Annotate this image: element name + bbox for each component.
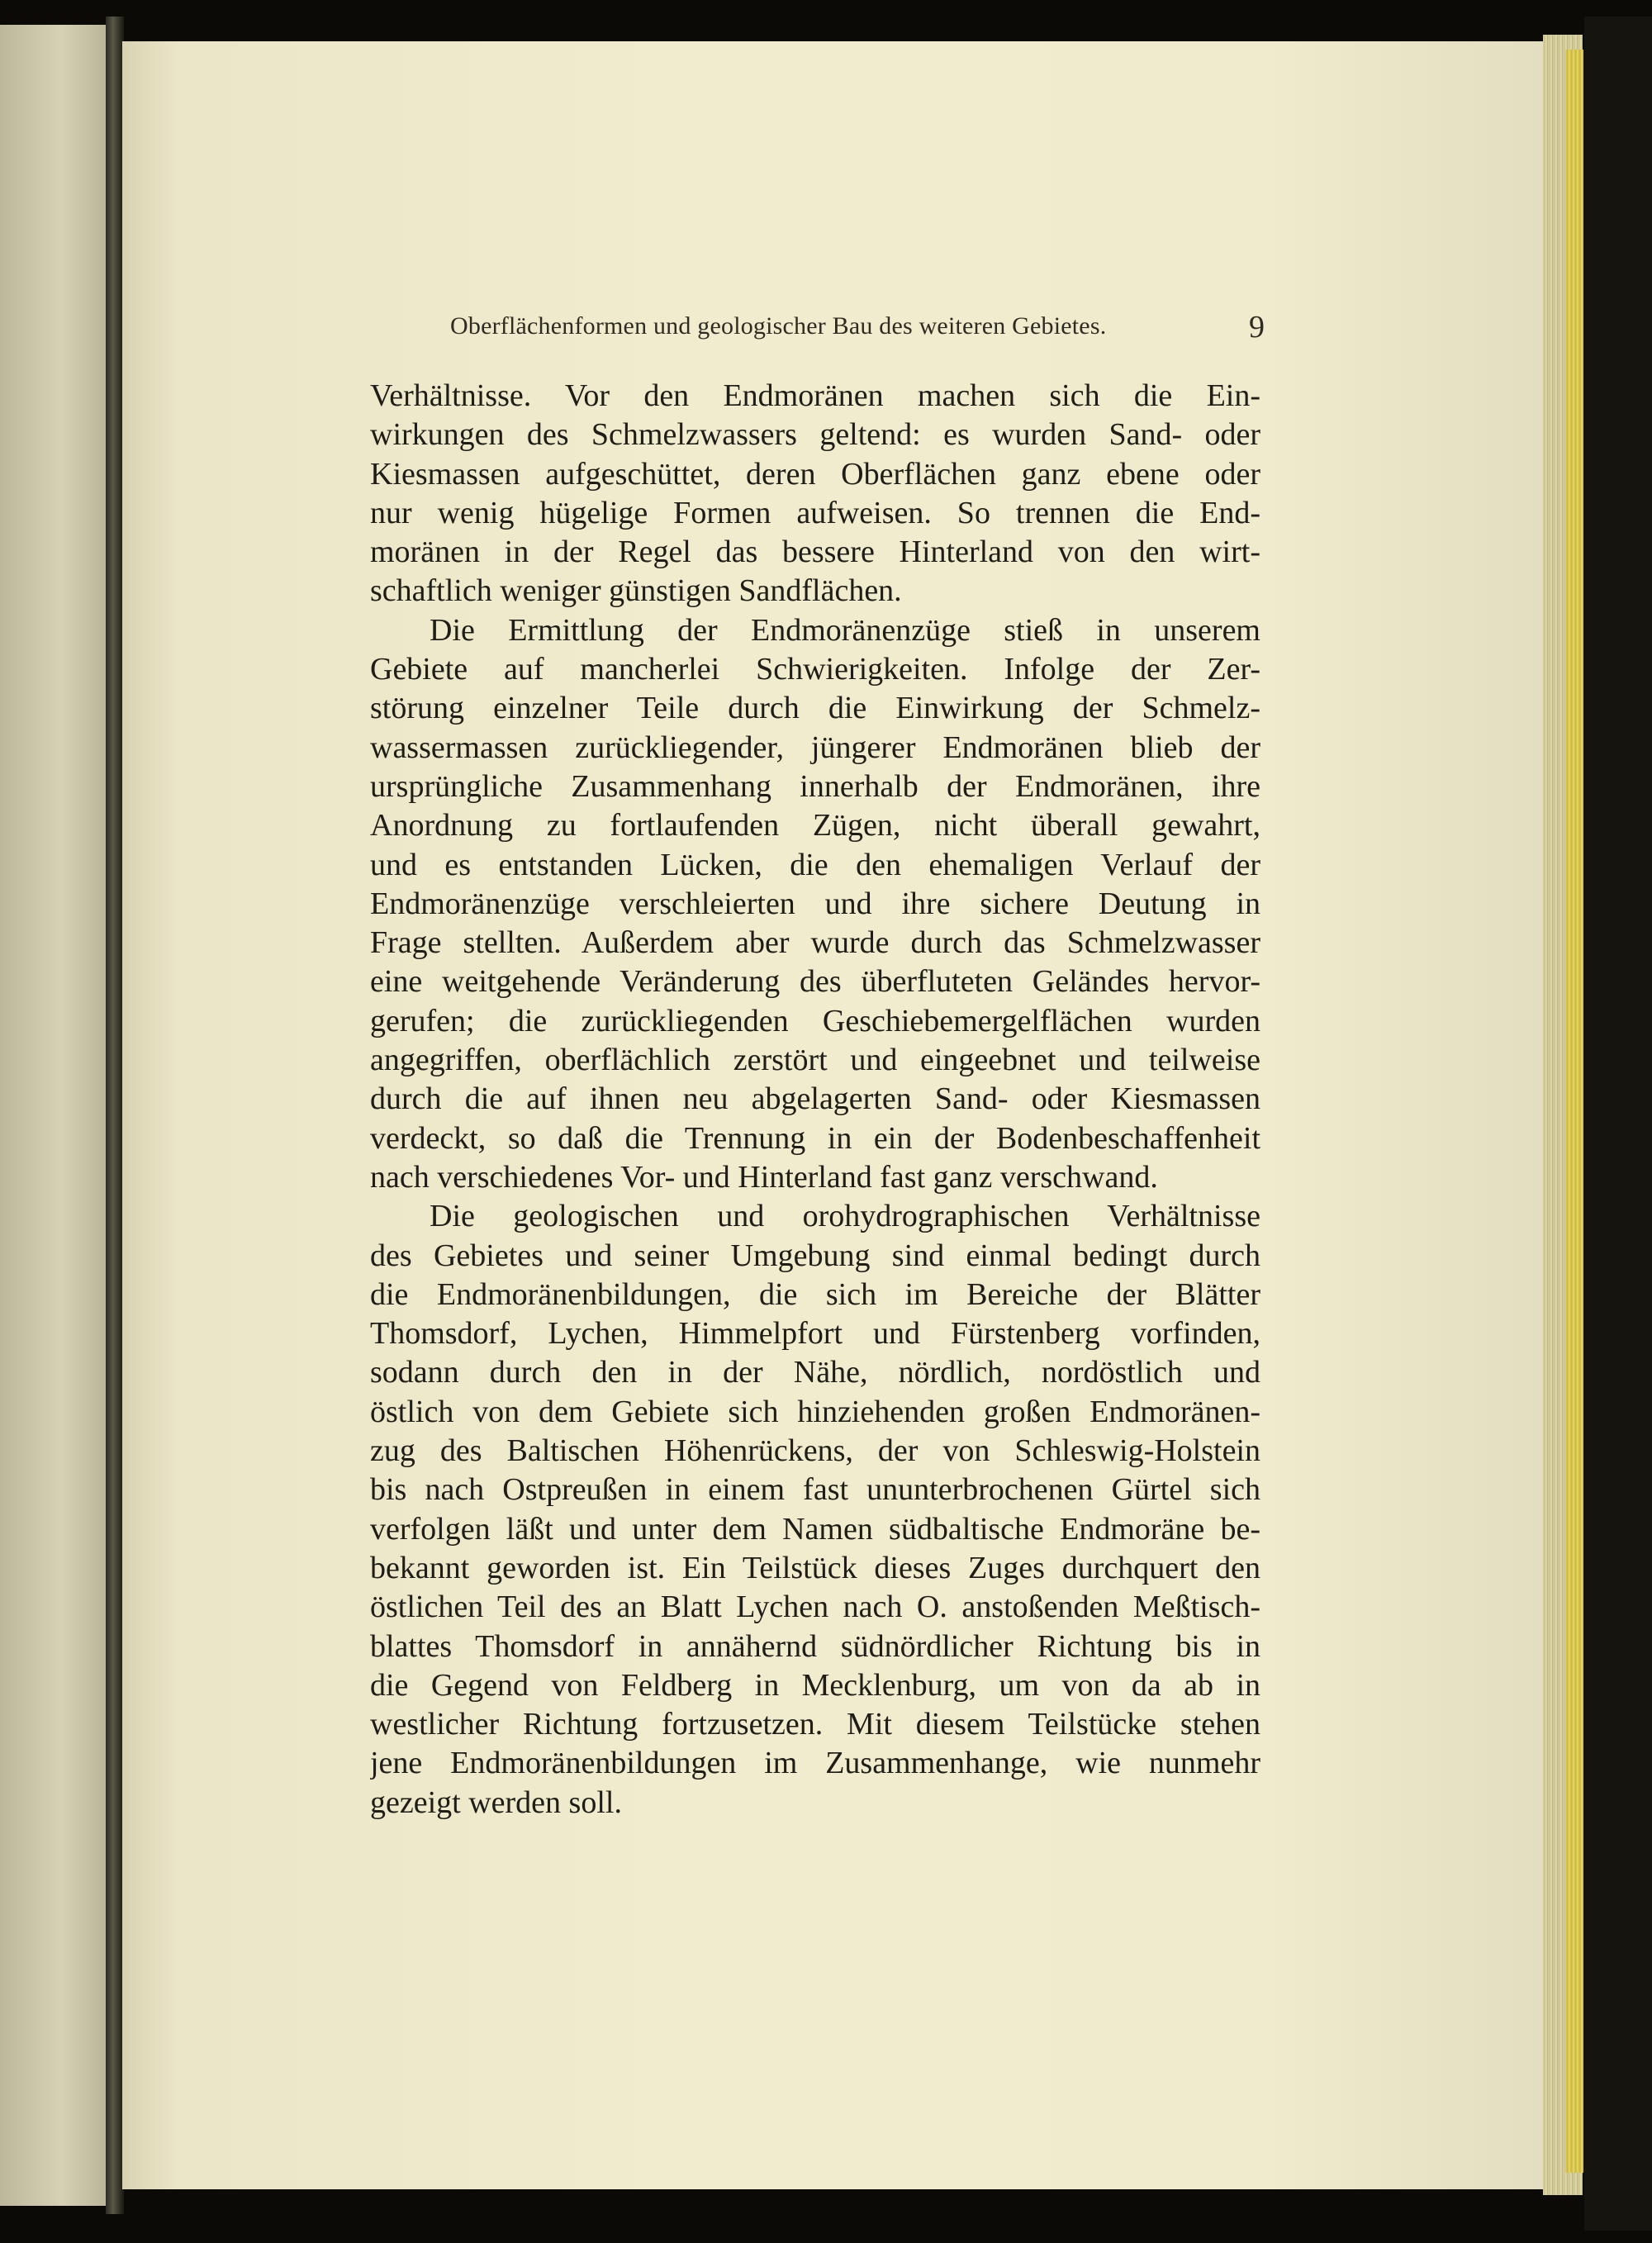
text-line: verfolgen läßt und unter dem Namen südbaltische Endmoräne be- xyxy=(370,1511,1260,1547)
text-line: durch die auf ihnen neu abgelagerten Sand- oder Kiesmassen xyxy=(370,1081,1260,1117)
text-line: schaftlich weniger günstigen Sandflächen. xyxy=(370,573,902,609)
text-line: sodann durch den in der Nähe, nördlich, nordöstlich und xyxy=(370,1355,1260,1390)
text-line: zug des Baltischen Höhenrückens, der von Schleswig-Holstein xyxy=(370,1433,1260,1469)
text-line: nur wenig hügelige Formen aufweisen. So trennen die End- xyxy=(370,495,1260,530)
text-line: Anordnung zu fortlaufenden Zügen, nicht überall gewahrt, xyxy=(370,808,1260,844)
left-facing-page xyxy=(0,25,112,2206)
text-line: des Gebietes und seiner Umgebung sind einmal bedingt durch xyxy=(370,1238,1260,1273)
text-line: nach verschiedenes Vor- und Hinterland fast ganz verschwand. xyxy=(370,1159,1158,1195)
text-line: ursprüngliche Zusammenhang innerhalb der Endmoränen, ihre xyxy=(370,768,1260,804)
text-line: verdeckt, so daß die Trennung in ein der Bodenbeschaffenheit xyxy=(370,1120,1260,1156)
text-line: moränen in der Regel das bessere Hinterland von den wirt- xyxy=(370,535,1260,570)
text-line: Verhältnisse. Vor den Endmoränen machen sich die Ein- xyxy=(370,378,1260,413)
book-gutter xyxy=(106,17,124,2214)
text-line: jene Endmoränenbildungen im Zusammenhange, wie nunmehr xyxy=(370,1746,1260,1781)
page-number: 9 xyxy=(1249,310,1265,345)
text-line: westlicher Richtung fortzusetzen. Mit diesem Teilstücke stehen xyxy=(370,1707,1260,1742)
text-line: Kiesmassen aufgeschüttet, deren Oberflächen ganz ebene oder xyxy=(370,456,1260,492)
text-line: Frage stellten. Außerdem aber wurde durch das Schmelzwasser xyxy=(370,925,1260,961)
text-line: gezeigt werden soll. xyxy=(370,1784,622,1820)
text-line: östlich von dem Gebiete sich hinziehenden großen Endmoränen- xyxy=(370,1394,1260,1429)
text-line: Die geologischen und orohydrographischen Verhältnisse xyxy=(430,1199,1260,1234)
text-line: Gebiete auf mancherlei Schwierigkeiten. Infolge der Zer- xyxy=(370,652,1260,687)
book-cover xyxy=(1584,17,1652,2231)
text-line: gerufen; die zurückliegenden Geschiebemergelflächen wurden xyxy=(370,1003,1260,1038)
text-line: wassermassen zurückliegender, jüngerer Endmoränen blieb der xyxy=(370,729,1260,765)
text-line: Die Ermittlung der Endmoränenzüge stieß in unserem xyxy=(430,612,1260,648)
text-line: Thomsdorf, Lychen, Himmelpfort und Fürstenberg vorfinden, xyxy=(370,1316,1260,1352)
text-line: blattes Thomsdorf in annähernd südnördlicher Richtung bis in xyxy=(370,1628,1260,1664)
text-line: die Gegend von Feldberg in Mecklenburg, um von da ab in xyxy=(370,1667,1260,1703)
text-line: bis nach Ostpreußen in einem fast ununterbrochenen Gürtel sich xyxy=(370,1472,1260,1508)
running-head: Oberflächenformen und geologischer Bau des weiteren Gebietes. xyxy=(450,312,1107,340)
text-line: und es entstanden Lücken, die den ehemaligen Verlauf der xyxy=(370,847,1260,882)
text-line: bekannt geworden ist. Ein Teilstück dieses Zuges durchquert den xyxy=(370,1550,1260,1585)
gilded-page-edges xyxy=(1565,50,1583,2173)
text-line: eine weitgehende Veränderung des überfluteten Geländes hervor- xyxy=(370,964,1260,1000)
text-line: die Endmoränenbildungen, die sich im Bereiche der Blätter xyxy=(370,1276,1260,1312)
text-line: angegriffen, oberflächlich zerstört und eingeebnet und teilweise xyxy=(370,1043,1260,1078)
text-line: wirkungen des Schmelzwassers geltend: es wurden Sand- oder xyxy=(370,417,1260,453)
text-line: störung einzelner Teile durch die Einwirkung der Schmelz- xyxy=(370,691,1260,726)
text-line: Endmoränenzüge verschleierten und ihre sichere Deutung in xyxy=(370,886,1260,921)
text-line: östlichen Teil des an Blatt Lychen nach O. anstoßenden Meßtisch- xyxy=(370,1590,1260,1625)
body-text xyxy=(370,377,1260,1822)
